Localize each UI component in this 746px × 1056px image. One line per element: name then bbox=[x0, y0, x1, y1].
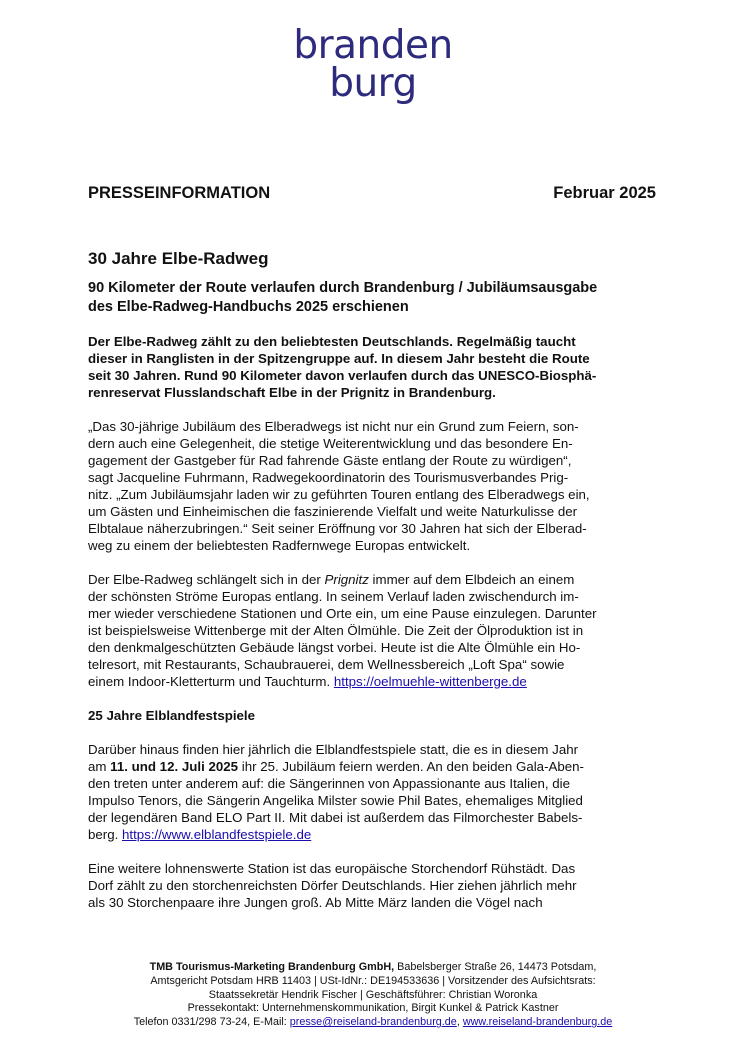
footer-separator: , bbox=[456, 1016, 463, 1029]
text-line: einem Indoor-Kletterturm und Tauchturm. bbox=[88, 674, 334, 689]
section-heading-elblandfestspiele: 25 Jahre Elblandfestspiele bbox=[88, 708, 256, 723]
text-line: dieser in Ranglisten in der Spitzengruppe auf. In diesem Jahr besteht die Route bbox=[88, 351, 590, 366]
website-link[interactable]: www.reiseland-brandenburg.de bbox=[462, 1016, 613, 1029]
subtitle bbox=[88, 279, 658, 317]
text-line: gagement der Gastgeber für Rad fahrende Gäste entlang der Route zu würdigen“, bbox=[88, 453, 572, 468]
text-line: ihr 25. Jubiläum feiern werden. An den beiden Gala-Aben- bbox=[238, 759, 584, 774]
press-label: PRESSEINFORMATION bbox=[88, 184, 271, 202]
text-line: als 30 Storchenpaare ihre Jungen groß. Ab Mitte März landen die Vögel nach bbox=[88, 895, 543, 910]
festival-dates: 11. und 12. Juli 2025 bbox=[110, 759, 239, 774]
oelmuehle-link[interactable]: https://oelmuehle-wittenberge.de bbox=[333, 674, 527, 689]
logo-line-1: branden bbox=[293, 23, 453, 68]
date-label: Februar 2025 bbox=[553, 184, 656, 202]
footer-company: TMB Tourismus-Marketing Brandenburg GmbH, bbox=[149, 961, 395, 973]
text-line: seit 30 Jahren. Rund 90 Kilometer davon verlaufen durch das UNESCO-Biosphä- bbox=[88, 368, 597, 383]
text-line: Dorf zählt zu den storchenreichsten Dörfer Deutschlands. Hier ziehen jährlich mehr bbox=[88, 878, 577, 893]
footer-line: Amtsgericht Potsdam HRB 11403 | USt-IdNr.: DE194533636 | Vorsitzender des Aufsichtsrats: bbox=[150, 974, 596, 987]
text-line: dern auch eine Gelegenheit, die stetige Weiterentwicklung und das besondere En- bbox=[88, 436, 573, 451]
text-line: der legendären Band ELO Part II. Mit dabei ist außerdem das Filmorchester Babels- bbox=[88, 810, 583, 825]
paragraph-quote bbox=[88, 418, 658, 554]
footer-line: Pressekontakt: Unternehmenskommunikation, Birgit Kunkel & Patrick Kastner bbox=[187, 1002, 559, 1015]
text-line: um Gästen und Einheimischen die faszinierende Vielfalt und weite Naturkulisse der bbox=[88, 504, 578, 519]
text-line: den treten unter anderem auf: die Sängerinnen von Appassionante aus Italien, die bbox=[88, 776, 570, 791]
subtitle-line: 90 Kilometer der Route verlaufen durch Brandenburg / Jubiläumsausgabe bbox=[88, 280, 598, 296]
text-line: ist beispielsweise Wittenberge mit der Alten Ölmühle. Die Zeit der Ölproduktion ist in bbox=[88, 623, 584, 638]
text-line: mer wieder verschiedene Stationen und Orte ein, um eine Pause einzulegen. Darunter bbox=[88, 606, 597, 621]
text-line: am bbox=[88, 759, 111, 774]
page-title: 30 Jahre Elbe-Radweg bbox=[88, 249, 269, 268]
text-line: Darüber hinaus finden hier jährlich die Elblandfestspiele statt, die es in diesem Jahr bbox=[88, 742, 579, 757]
text-line: der schönsten Ströme Europas entlang. In seinem Verlauf laden zwischendurch im- bbox=[88, 589, 579, 604]
paragraph-route bbox=[88, 571, 658, 690]
elblandfestspiele-link[interactable]: https://www.elblandfestspiele.de bbox=[122, 827, 312, 842]
text-line: Der Elbe-Radweg schlängelt sich in der bbox=[88, 572, 325, 587]
text-line: telresort, mit Restaurants, Schaubrauerei, dem Wellnessbereich „Loft Spa“ sowie bbox=[88, 657, 565, 672]
brandenburg-logo bbox=[0, 23, 746, 106]
press-email-link[interactable]: presse@reiseland-brandenburg.de bbox=[289, 1016, 457, 1029]
text-line: weg zu einem der beliebtesten Radfernwege Europas entwickelt. bbox=[88, 538, 471, 553]
document-body bbox=[88, 250, 658, 928]
text-line: renreservat Flusslandschaft Elbe in der Prignitz in Brandenburg. bbox=[88, 385, 496, 400]
prignitz-italic: Prignitz bbox=[324, 572, 369, 587]
paragraph-festspiele bbox=[88, 741, 658, 843]
text-line: „Das 30-jährige Jubiläum des Elberadwegs ist nicht nur ein Grund zum Feiern, son- bbox=[88, 419, 579, 434]
text-line: immer auf dem Elbdeich an einem bbox=[368, 572, 575, 587]
text-line: Impulso Tenors, die Sängerin Angelika Milster sowie Phil Bates, ehemaliges Mitglied bbox=[88, 793, 583, 808]
text-line: Der Elbe-Radweg zählt zu den beliebtesten Deutschlands. Regelmäßig taucht bbox=[88, 334, 576, 349]
text-line: nitz. „Zum Jubiläumsjahr laden wir zu geführten Touren entlang des Elberadwegs ein, bbox=[88, 487, 590, 502]
footer-line: Telefon 0331/298 73-24, E-Mail: bbox=[133, 1016, 290, 1029]
text-line: den denkmalgeschützten Gebäude längst vorbei. Heute ist die Alte Ölmühle ein Ho- bbox=[88, 640, 581, 655]
text-line: sagt Jacqueline Fuhrmann, Radwegekoordinatorin des Tourismusverbandes Prig- bbox=[88, 470, 569, 485]
text-line: Elbtalaue näherzubringen.“ Seit seiner Eröffnung vor 30 Jahren hat sich der Elberad- bbox=[88, 521, 587, 536]
logo-line-2: burg bbox=[329, 61, 417, 106]
footer-address: Babelsberger Straße 26, 14473 Potsdam, bbox=[394, 961, 597, 973]
text-line: berg. bbox=[88, 827, 123, 842]
subtitle-line: des Elbe-Radweg-Handbuchs 2025 erschienen bbox=[88, 299, 409, 315]
lead-paragraph bbox=[88, 333, 658, 401]
text-line: Eine weitere lohnenswerte Station ist das europäische Storchendorf Rühstädt. Das bbox=[88, 861, 576, 876]
document-footer bbox=[0, 961, 746, 1030]
footer-line: Staatssekretär Hendrik Fischer | Geschäftsführer: Christian Woronka bbox=[208, 988, 538, 1001]
paragraph-storchendorf bbox=[88, 860, 658, 911]
